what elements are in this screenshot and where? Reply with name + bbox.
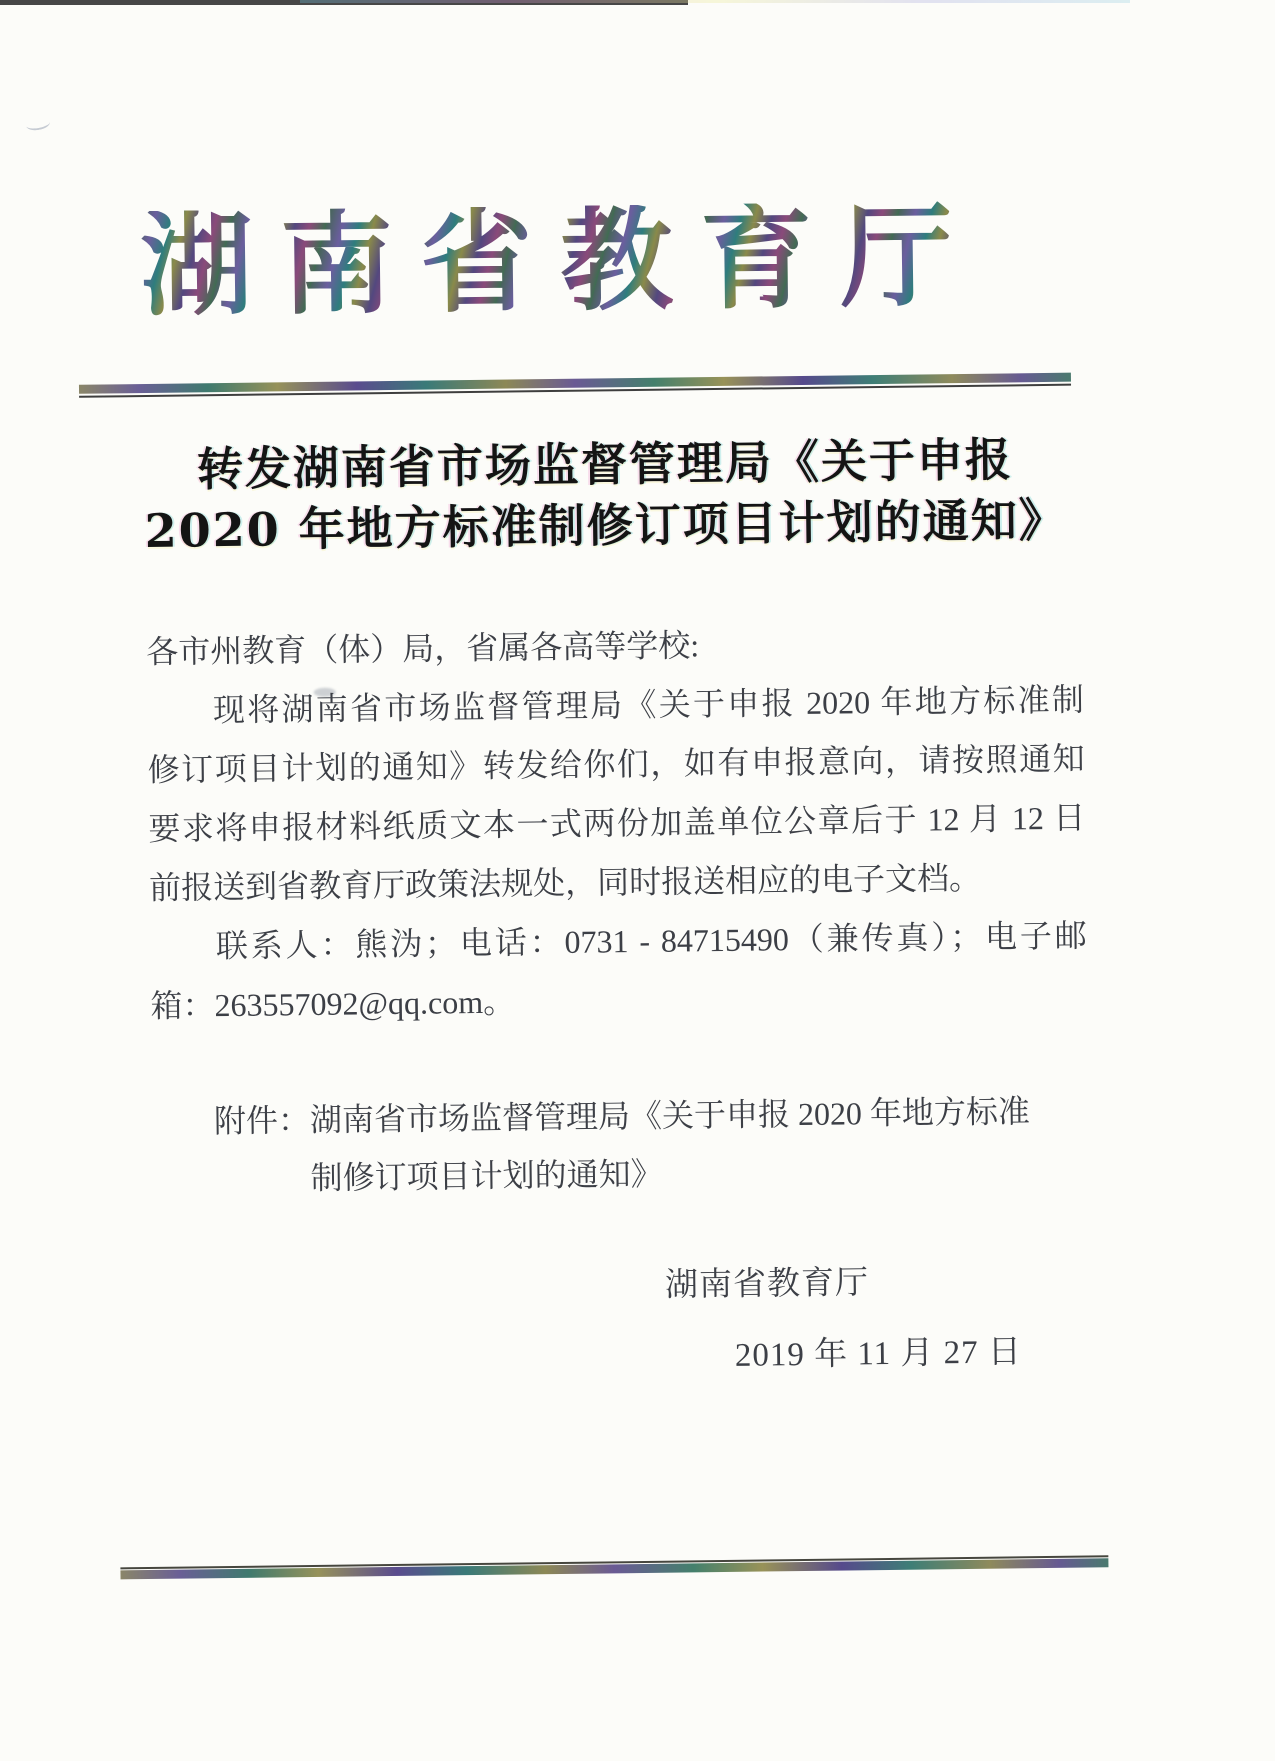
letterhead-char: 湖 (139, 199, 254, 333)
attachment-title-line-1: 湖南省市场监督管理局《关于申报 2020 年地方标准 (309, 1093, 1031, 1139)
signature-organization: 湖南省教育厅 (664, 1265, 870, 1304)
letterhead-char: 南 (279, 197, 394, 331)
letterhead-char: 省 (419, 196, 534, 329)
attachment-note (214, 1082, 1031, 1208)
contact-line: 联系人：熊沩；电话：0731 - 84715490（兼传真）；电子邮 (215, 917, 1087, 965)
document-title-line-1: 转发湖南省市场监督管理局《关于申报 (196, 432, 1014, 497)
attachment-title (310, 1082, 1031, 1207)
letterhead-double-rule (79, 373, 1071, 398)
body-line: 前报送到省教育厅政策法规处，同时报送相应的电子文档。 (148, 859, 982, 906)
attachment-title-line-2: 制修订项目计划的通知》 (310, 1155, 663, 1197)
letterhead-char: 教 (559, 194, 674, 327)
body-line: 修订项目计划的通知》转发给你们，如有申报意向，请按照通知 (147, 740, 1085, 788)
letterhead-char: 厅 (839, 191, 954, 324)
document-title-line-2: 2020 年地方标准制修订项目计划的通知》 (144, 492, 1068, 558)
letterhead-agency-name (139, 191, 954, 333)
letterhead-char: 育 (699, 192, 814, 326)
body-line: 要求将申报材料纸质文本一式两份加盖单位公章后于 12 月 12 日 (148, 799, 1086, 847)
attachment-label: 附件： (213, 1102, 311, 1140)
salutation: 各市州教育（体）局，省属各高等学校: (146, 627, 700, 670)
signature-date: 2019 年 11 月 27 日 (734, 1334, 1023, 1374)
footer-double-rule (120, 1555, 1108, 1579)
document-title (70, 428, 1141, 563)
document-body (146, 612, 1088, 1036)
contact-email-line: 箱：263557092@qq.com。 (150, 983, 516, 1024)
body-line: 现将湖南省市场监督管理局《关于申报 2020 年地方标准制 (212, 681, 1085, 729)
